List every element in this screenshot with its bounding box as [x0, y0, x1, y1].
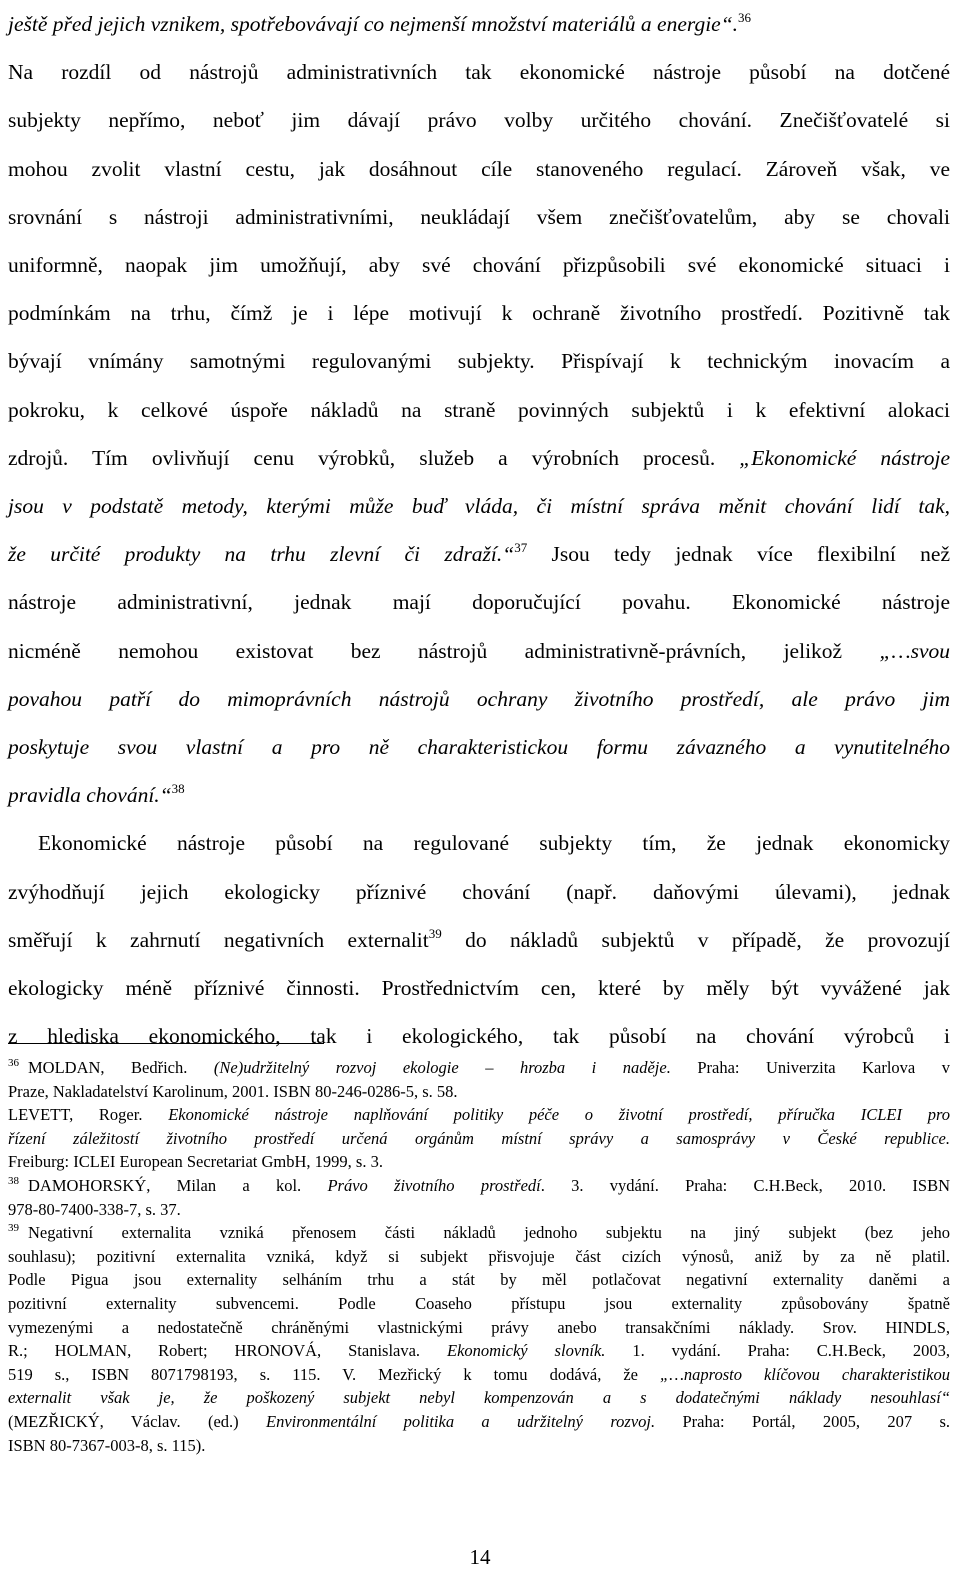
- body-line: [8, 627, 950, 675]
- body-line: [8, 723, 950, 771]
- footnote-line: [8, 1410, 950, 1434]
- text-span: zdrojů. Tím ovlivňují cenu výrobků, služeb a výrobních procesů.: [8, 445, 740, 470]
- footnote-line: [8, 1080, 950, 1104]
- footnote-text: pozitivní externality subvencemi. Podle Coaseho přístupu jsou externality způsobovány špatně: [8, 1293, 950, 1313]
- text-span: nicméně nemohou existovat bez nástrojů administrativně-právních, jelikož: [8, 638, 880, 663]
- text-span: pokroku, k celkové úspoře nákladů na straně povinných subjektů i k efektivní alokaci: [8, 397, 950, 422]
- body-line: [8, 819, 950, 867]
- body-line: [8, 337, 950, 385]
- footnote-line: [8, 1434, 950, 1458]
- footnote-text: Praha: Portál, 2005, 207 s.: [655, 1411, 950, 1431]
- text-span: Ekonomické nástroje působí na regulované subjekty tím, že jednak ekonomicky: [38, 831, 950, 856]
- text-span: bývají vnímány samotnými regulovanými subjekty. Přispívají k technickým inovacím a: [8, 349, 950, 374]
- body-line: [8, 96, 950, 144]
- body-line: [8, 434, 950, 482]
- italic-text: jsou v podstatě metody, kterými může buď vláda, či místní správa měnit chování lidí tak,: [8, 494, 950, 519]
- body-line: [8, 964, 950, 1012]
- text-span: zvýhodňují jejich ekologicky příznivé chování (např. daňovými úlevami), jednak: [8, 879, 950, 904]
- footnote-line: [8, 1292, 950, 1316]
- footnote-text: Praze, Nakladatelství Karolinum, 2001. ISBN 80-246-0286-5, s. 58.: [8, 1081, 458, 1101]
- body-line: [8, 868, 950, 916]
- footnote-ref: 39: [428, 925, 442, 941]
- text-span: směřují k zahrnutí negativních externalit: [8, 927, 429, 952]
- footnote-italic-text: řízení záležitostí životního prostředí určená orgánům místní správy a samosprávy v České republice.: [8, 1128, 950, 1148]
- footnote-line: [8, 1103, 950, 1127]
- body-line: [8, 675, 950, 723]
- footnote-line: $^{36}$ MOLDAN, Bedřich. (Ne)udržitelný rozvoj ekologie – hrozba i naděje. Praha: Univerzita Karlova v: [8, 1057, 950, 1077]
- footnote-line: $^{38}$ DAMOHORSKÝ, Milan a kol. Právo životního prostředí. 3. vydání. Praha: C.H.Beck, 2010. ISBN: [8, 1174, 950, 1195]
- text-span: Na rozdíl od nástrojů administrativních tak ekonomické nástroje působí na dotčené: [8, 60, 950, 85]
- italic-text: „…svou: [879, 638, 950, 663]
- body-line: [8, 145, 950, 193]
- footnote-line: [8, 1150, 950, 1174]
- body-line: [8, 482, 950, 530]
- text-span: do nákladů subjektů v případě, že provozují: [441, 927, 950, 952]
- footnote-text: LEVETT, Roger.: [8, 1105, 169, 1125]
- footnote-italic-text: Environmentální politika a udržitelný rozvoj.: [266, 1411, 656, 1431]
- body-line: [8, 241, 950, 289]
- italic-text: poskytuje svou vlastní a pro ně charakteristickou formu závazného a vynutitelného: [8, 735, 950, 760]
- footnote-text: R.; HOLMAN, Robert; HRONOVÁ, Stanislava.: [8, 1341, 447, 1361]
- footnote-ref: 38: [171, 781, 185, 797]
- footnote-text: souhlasu); pozitivní externalita vzniká, když si subjekt přisvojuje část cizích výnosů, aniž by za ně platil.: [8, 1246, 950, 1266]
- footnote-text: DAMOHORSKÝ, Milan a kol.: [28, 1175, 328, 1195]
- footnote-text: 519 s., ISBN 8071798193, s. 115. V. Mezřický k tomu dodává, že: [8, 1364, 661, 1384]
- body-line: [8, 48, 950, 96]
- footnote-italic-text: (Ne)udržitelný rozvoj ekologie – hrozba i naděje.: [213, 1058, 671, 1077]
- footnotes: [8, 1056, 950, 1457]
- footnote-text: MOLDAN, Bedřich.: [28, 1058, 214, 1077]
- footnote-italic-text: Ekonomické nástroje naplňování politiky péče o životní prostředí, příručka ICLEI pro: [168, 1105, 950, 1125]
- text-span: mohou zvolit vlastní cestu, jak dosáhnout cíle stanoveného regulací. Zároveň však, ve: [8, 156, 950, 181]
- text-span: podmínkám na trhu, čímž je i lépe motivují k ochraně životního prostředí. Pozitivně tak: [8, 301, 950, 326]
- footnote-line: [8, 1386, 950, 1410]
- footnote-line: [8, 1245, 950, 1269]
- footnote-text: 1. vydání. Praha: C.H.Beck, 2003,: [605, 1341, 950, 1361]
- italic-text: ještě před jejich vznikem, spotřebovávají co nejmenší množství materiálů a energie“.: [8, 12, 739, 36]
- footnote-ref: 36: [738, 10, 752, 25]
- italic-text: že určité produkty na trhu zlevní či zdraží.“: [8, 542, 515, 567]
- text-span: z hlediska ekonomického, tak i ekologického, tak působí na chování výrobců i: [8, 1024, 950, 1049]
- body-line: [8, 1012, 950, 1060]
- body-line: [8, 916, 950, 964]
- footnote-text: ISBN 80-7367-003-8, s. 115).: [8, 1435, 206, 1455]
- page-number: 14: [469, 1545, 491, 1569]
- body-line: [8, 771, 950, 819]
- footnote-italic-text: externalit však je, že poškozený subjekt nebyl kompenzován a s dodatečnými náklady nesouhlasí“: [8, 1388, 950, 1408]
- footnote-text: (MEZŘICKÝ, Václav. (ed.): [8, 1411, 267, 1431]
- footnote-line: [8, 1127, 950, 1151]
- footnote-text: . 3. vydání. Praha: C.H.Beck, 2010. ISBN: [540, 1175, 950, 1195]
- text-span: srovnání s nástroji administrativními, neukládají všem znečišťovatelům, aby se chovali: [8, 204, 950, 229]
- footnote-line: [8, 1363, 950, 1387]
- footnote-italic-text: „…naprosto klíčovou charakteristikou: [660, 1364, 951, 1384]
- footnote-text: Negativní externalita vzniká přenosem části nákladů jednoho subjektu na jiný subjekt (bez jeho: [28, 1223, 950, 1243]
- italic-text: pravidla chování.“: [8, 783, 172, 808]
- text-span: nástroje administrativní, jednak mají doporučující povahu. Ekonomické nástroje: [8, 590, 950, 615]
- footnote-text: 978-80-7400-338-7, s. 37.: [8, 1199, 181, 1219]
- italic-text: „Ekonomické nástroje: [739, 445, 951, 470]
- body-text: [8, 0, 950, 1060]
- footnote-line: [8, 1268, 950, 1292]
- body-line: [8, 578, 950, 626]
- footnote-separator: [8, 1043, 324, 1044]
- footnote-line: [8, 1316, 950, 1340]
- footnote-line: $^{39}$ Negativní externalita vzniká přenosem části nákladů jednoho subjektu na jiný subjekt (bez jeho: [8, 1222, 950, 1243]
- footnote-text: Praha: Univerzita Karlova v: [670, 1058, 950, 1077]
- body-line: [8, 386, 950, 434]
- body-line: [8, 193, 950, 241]
- footnote-italic-text: Ekonomický slovník.: [447, 1341, 606, 1361]
- footnote-line: [8, 1198, 950, 1222]
- italic-text: povahou patří do mimoprávních nástrojů ochrany životního prostředí, ale právo jim: [8, 686, 950, 711]
- footnote-ref: 37: [514, 540, 528, 556]
- footnote-text: Freiburg: ICLEI European Secretariat GmbH, 1999, s. 3.: [8, 1152, 383, 1172]
- body-line: [8, 0, 950, 48]
- body-line: [8, 289, 950, 337]
- footnote-text: vymezenými a nedostatečně chráněnými vlastnickými právy anebo transakčními náklady. Srov. HINDLS,: [8, 1317, 950, 1337]
- footnote-italic-text: Právo životního prostředí: [327, 1175, 541, 1195]
- footnote-text: Podle Pigua jsou externality selháním trhu a stát by měl potlačovat negativní externality daněmi a: [8, 1270, 950, 1290]
- text-span: uniformně, naopak jim umožňují, aby své chování přizpůsobili své ekonomické situaci i: [8, 253, 950, 278]
- body-line: [8, 530, 950, 578]
- text-span: ekologicky méně příznivé činnosti. Prostřednictvím cen, které by měly být vyvážené jak: [8, 976, 950, 1001]
- text-span: subjekty nepřímo, neboť jim dávají právo volby určitého chování. Znečišťovatelé si: [8, 108, 950, 133]
- footnote-line: [8, 1339, 950, 1363]
- text-span: Jsou tedy jednak více flexibilní než: [527, 542, 950, 567]
